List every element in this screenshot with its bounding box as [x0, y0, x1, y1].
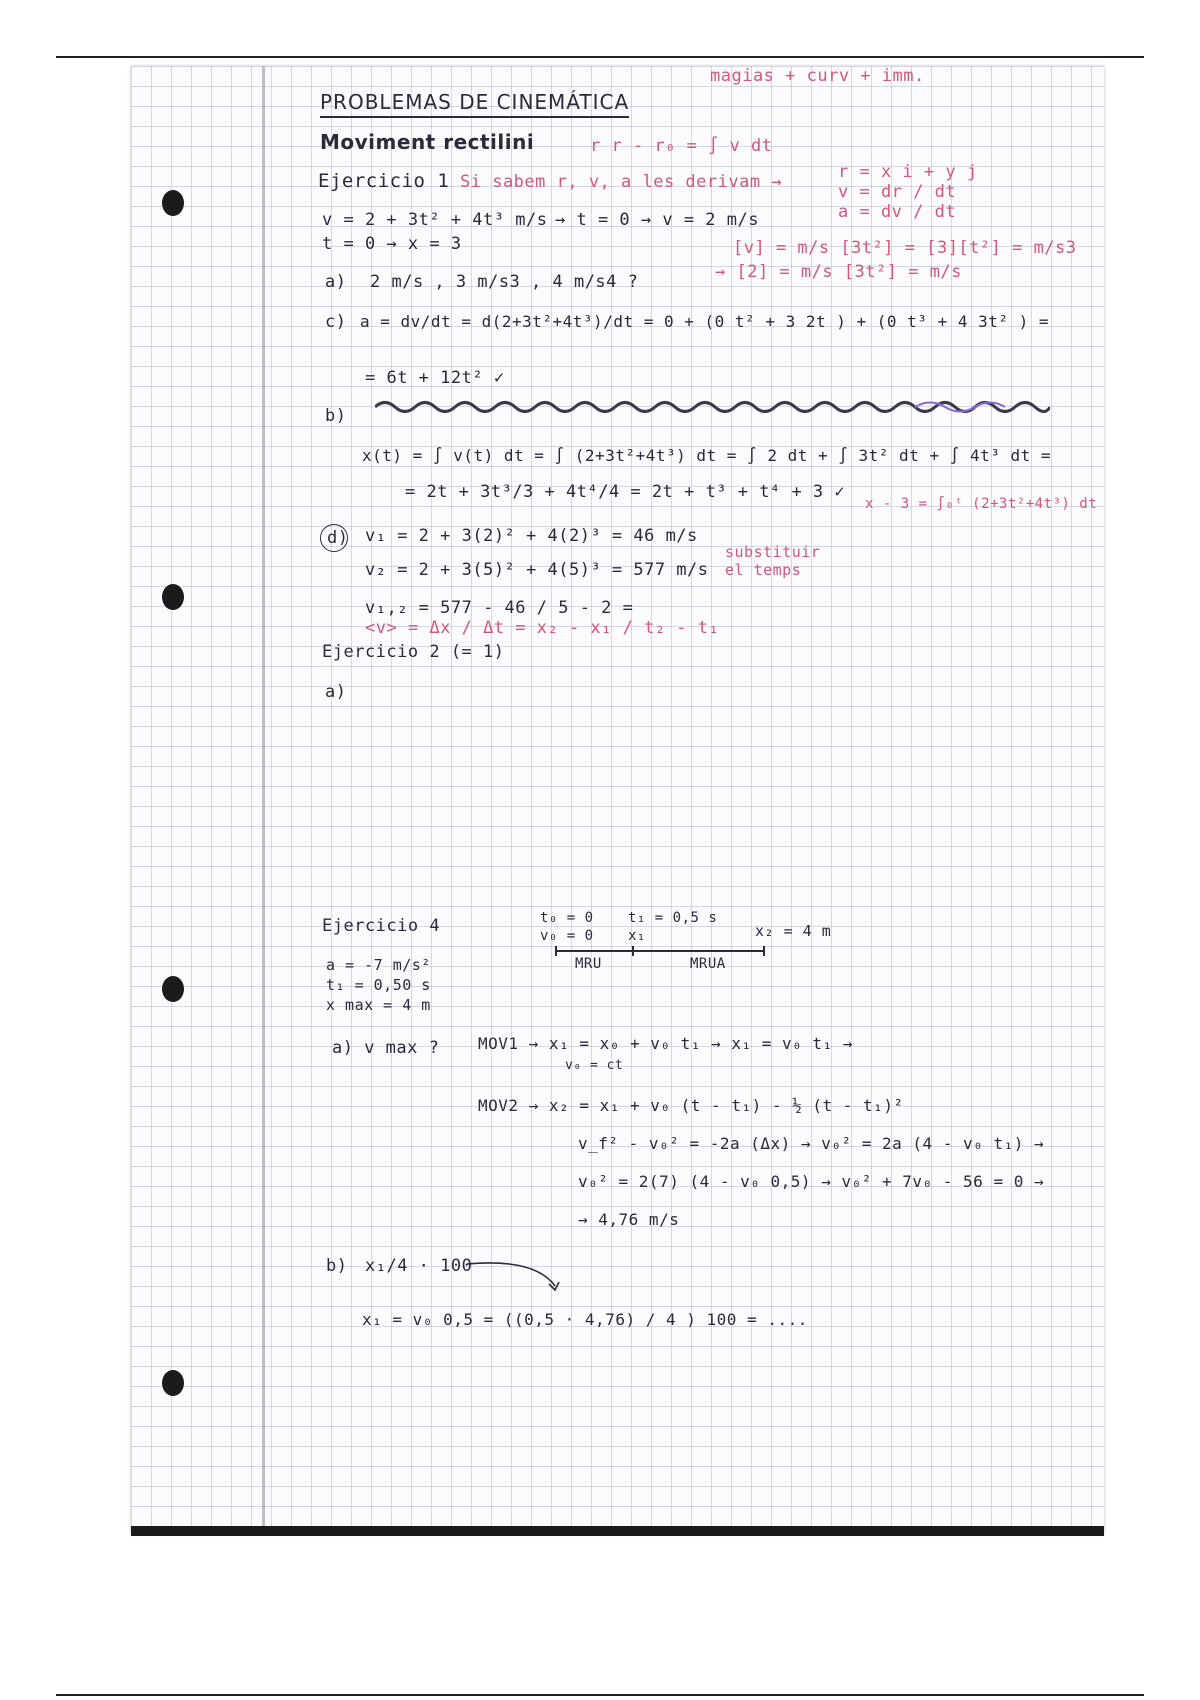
number-line-tick	[763, 946, 765, 956]
margin-line	[262, 66, 265, 1526]
ex1-a-label: a)	[325, 272, 347, 292]
number-line-tick	[632, 946, 634, 956]
ex4-eq1: v_f² - v₀² = -2a (Δx) → v₀² = 2a (4 - v₀ t₁) →	[578, 1134, 1045, 1153]
ex1-d-text4: <v> = Δx / Δt = x₂ - x₁ / t₂ - t₁	[365, 618, 720, 638]
crossed-out-text	[375, 398, 1050, 416]
ex4-given1: a = -7 m/s²	[326, 956, 431, 974]
bottom-rule	[56, 1694, 1144, 1696]
curved-arrow	[465, 1256, 565, 1296]
ex1-b-label: b)	[325, 406, 347, 426]
ex1-d-text3: v₁,₂ = 577 - 46 / 5 - 2 =	[365, 598, 634, 618]
number-line-tick	[555, 946, 557, 956]
ex4-eq2: v₀² = 2(7) (4 - v₀ 0,5) → v₀² + 7v₀ - 56 = 0 →	[578, 1172, 1045, 1191]
ex1-side-a: a = dv / dt	[838, 202, 957, 222]
subtitle: Moviment rectilini	[320, 130, 535, 154]
ex4-heading: Ejercicio 4	[322, 916, 441, 936]
ex4-line-x2: x₂ = 4 m	[755, 922, 832, 940]
ex4-mov1: MOV1 → x₁ = x₀ + v₀ t₁ → x₁ = v₀ t₁ →	[478, 1034, 853, 1053]
ex1-given-x: t = 0 → x = 3	[322, 234, 462, 254]
ex1-d-label: d)	[327, 528, 349, 548]
ex1-d-text2: v₂ = 2 + 3(5)² + 4(5)³ = 577 m/s	[365, 560, 709, 580]
ex1-given-v-cond: → t = 0 → v = 2 m/s	[555, 210, 759, 230]
ex4-eq3: → 4,76 m/s	[578, 1210, 680, 1229]
ex1-b-side: x - 3 = ∫₀ᵗ (2+3t²+4t³) dt	[865, 496, 1098, 512]
top-rule	[56, 56, 1144, 58]
ex4-b-text1: x₁/4 · 100	[365, 1256, 473, 1276]
ex4-a-label: a) v max ?	[332, 1038, 440, 1058]
ex4-line-t0: t₀ = 0	[540, 910, 594, 926]
ex4-line-v0: v₀ = 0	[540, 928, 594, 944]
ex4-b-label: b)	[326, 1256, 348, 1276]
ex4-mru: MRU	[575, 956, 602, 972]
ex1-given-v: v = 2 + 3t² + 4t³ m/s	[322, 210, 548, 230]
ex4-mrua: MRUA	[690, 956, 726, 972]
ex2-a-label: a)	[325, 682, 347, 702]
ex4-b-text2: x₁ = v₀ 0,5 = ((0,5 · 4,76) / 4 ) 100 = ....	[362, 1310, 808, 1329]
ex1-b-text2: = 2t + 3t³/3 + 4t⁴/4 = 2t + t³ + t⁴ + 3 ✓	[405, 482, 846, 502]
punch-hole	[162, 1370, 184, 1396]
ex2-heading: Ejercicio 2 (= 1)	[322, 642, 505, 662]
ex1-note: Si sabem r, v, a les derivam →	[460, 172, 783, 192]
ex1-side-r: r = x i + y j	[838, 162, 978, 182]
ex4-mov2: MOV2 → x₂ = x₁ + v₀ (t - t₁) - ½ (t - t₁)²	[478, 1096, 904, 1115]
ex1-b-text1: x(t) = ∫ v(t) dt = ∫ (2+3t²+4t³) dt = ∫ 2 dt + ∫ 3t² dt + ∫ 4t³ dt =	[362, 446, 1052, 465]
ex4-line-x1: x₁	[628, 928, 646, 944]
ex1-d-text1: v₁ = 2 + 3(2)² + 4(2)³ = 46 m/s	[365, 526, 698, 546]
ex1-a-text: 2 m/s , 3 m/s3 , 4 m/s4 ?	[370, 272, 639, 292]
page-title: PROBLEMAS DE CINEMÁTICA	[320, 90, 629, 118]
ex1-heading: Ejercicio 1	[318, 170, 450, 192]
ex1-c-label: c)	[325, 312, 347, 332]
ex1-d-side: substituir el temps	[725, 543, 821, 579]
number-line	[555, 950, 765, 952]
page-bottom-edge	[131, 1526, 1104, 1536]
punch-hole	[162, 976, 184, 1002]
ex1-c-text1: a = dv/dt = d(2+3t²+4t³)/dt = 0 + (0 t² + 3 2t ) + (0 t³ + 4 3t² ) =	[360, 312, 1050, 331]
ex1-units: [v] = m/s [3t²] = [3][t²] = m/s3	[733, 238, 1077, 258]
punch-hole	[162, 584, 184, 610]
ex1-c-text2: = 6t + 12t² ✓	[365, 368, 505, 388]
ex4-given2: t₁ = 0,50 s	[326, 976, 431, 994]
subtitle-formula: r r - r₀ = ∫ v dt	[590, 136, 773, 156]
top-note: magias + curv + imm.	[710, 66, 925, 86]
ex1-side-v: v = dr / dt	[838, 182, 957, 202]
ex4-given3: x max = 4 m	[326, 996, 431, 1014]
ex4-line-t1: t₁ = 0,5 s	[628, 910, 718, 926]
ex4-mov1-sub: v₀ = ct	[565, 1058, 624, 1073]
punch-hole	[162, 190, 184, 216]
ex1-units-2: → [2] = m/s [3t²] = m/s	[715, 262, 962, 282]
